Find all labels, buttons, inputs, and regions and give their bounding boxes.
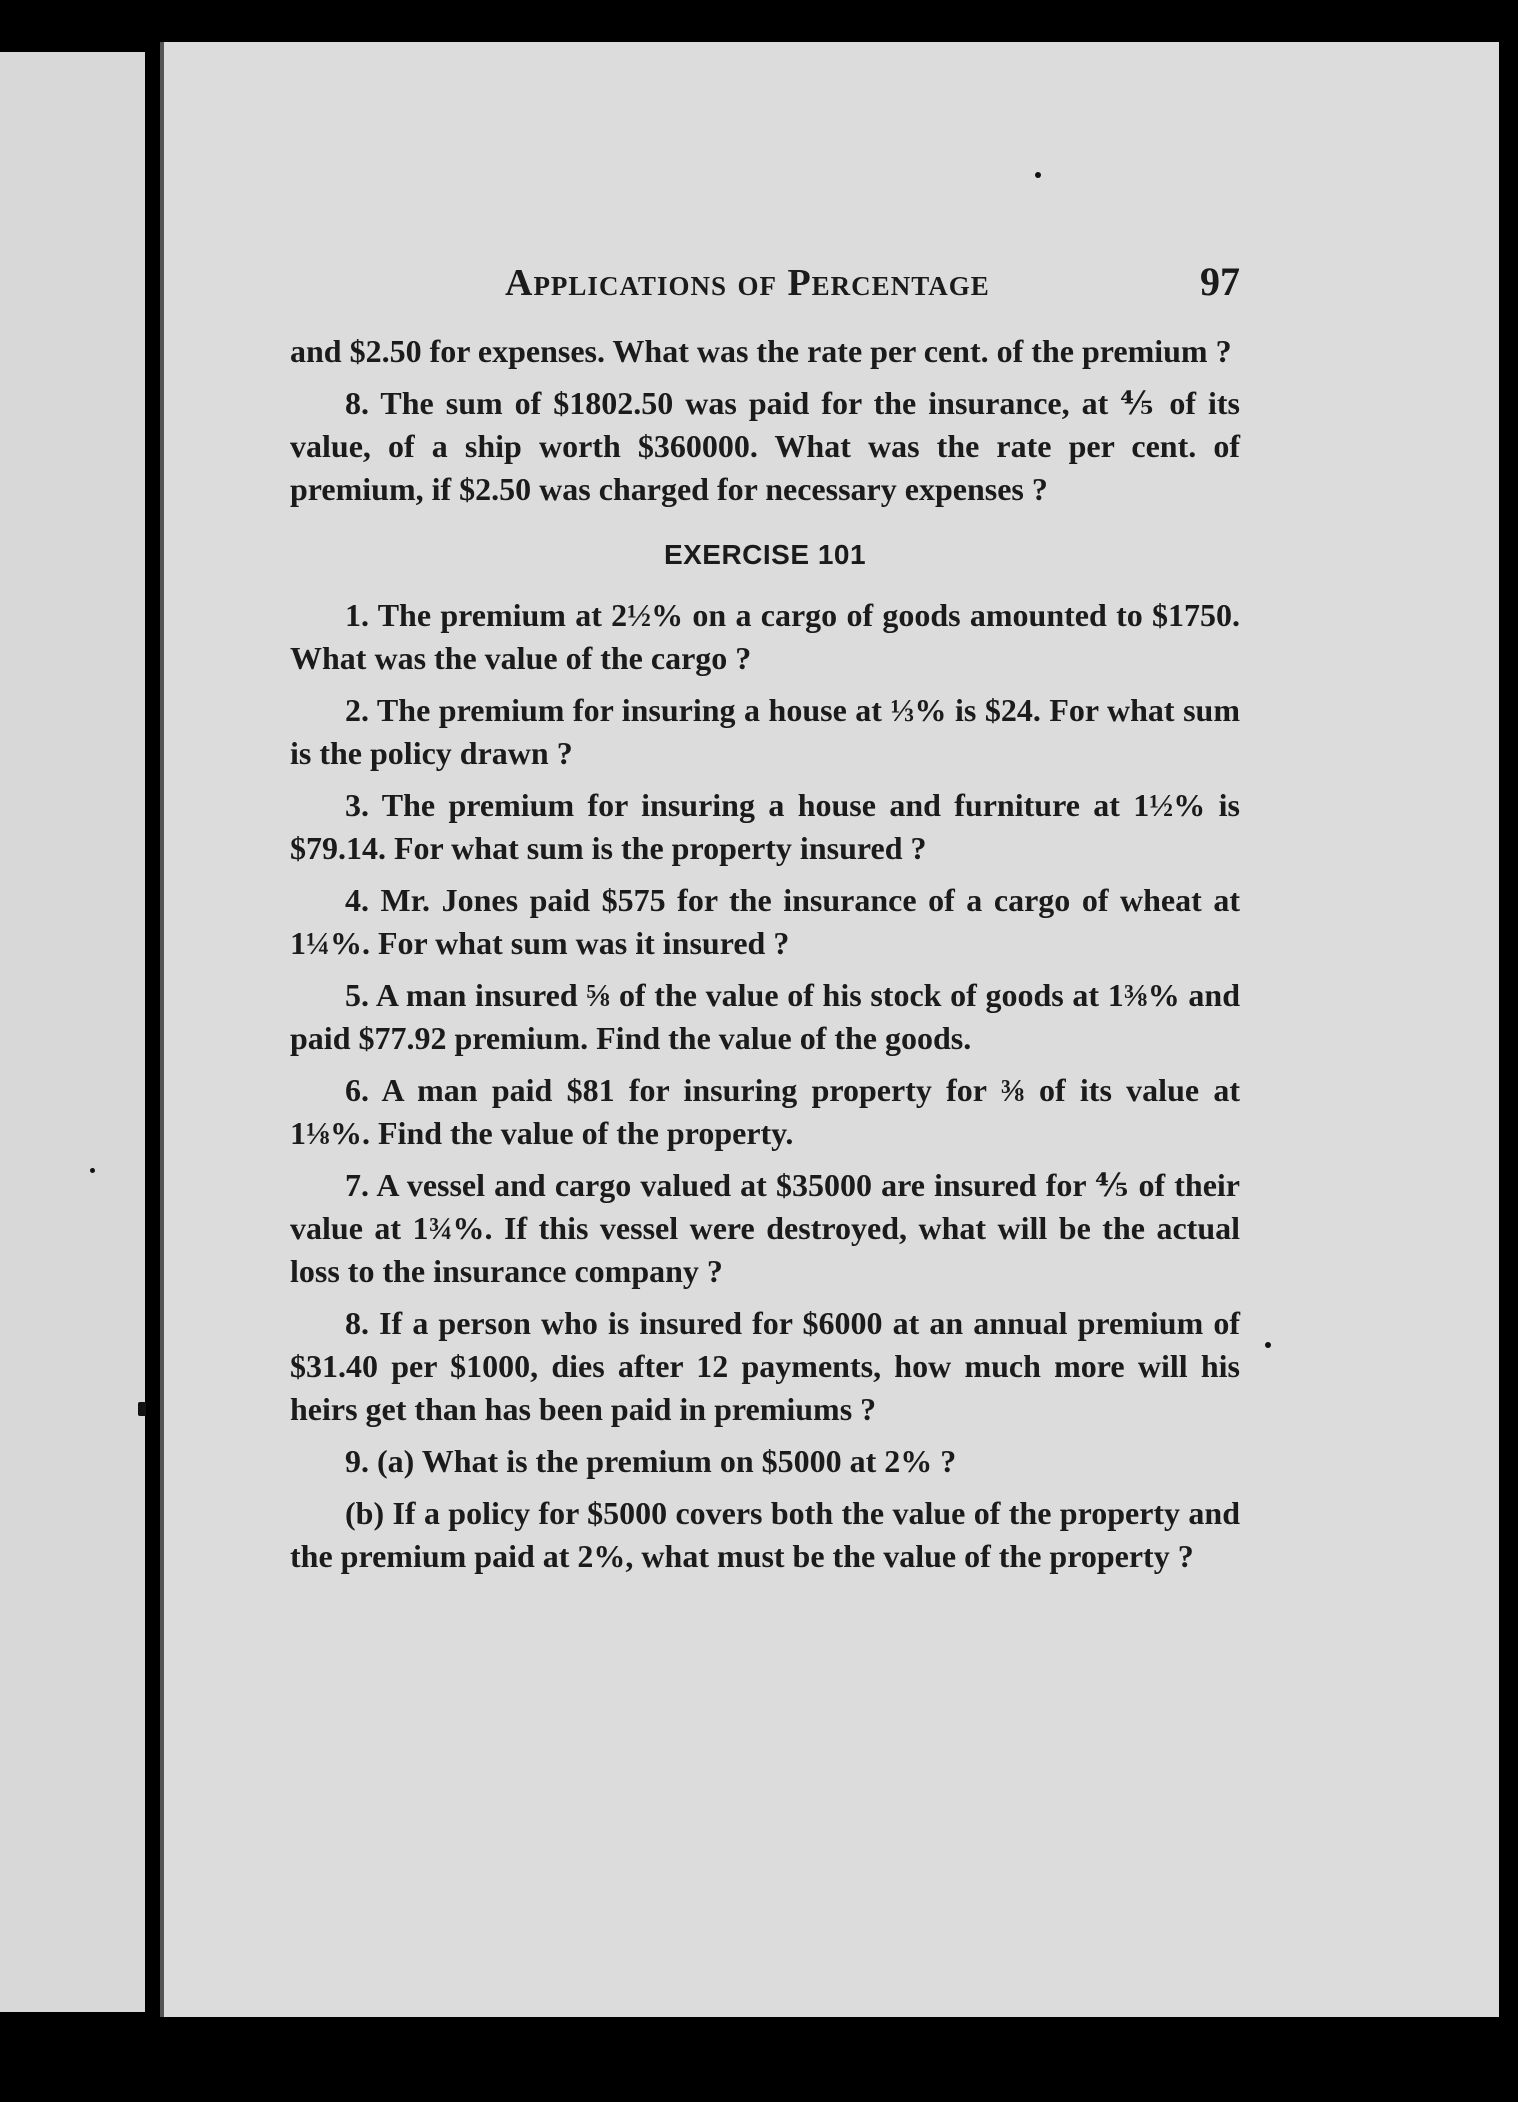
running-head bbox=[505, 258, 1240, 308]
problem-5: 5. A man insured ⅝ of the value of his stock of goods at 1⅜% and paid $77.92 premium. Find the value of the goods. bbox=[290, 977, 1240, 1056]
problem-3: 3. The premium for insuring a house and furniture at 1½% is $79.14. For what sum is the property insured ? bbox=[290, 787, 1240, 866]
page-number: 97 bbox=[1200, 259, 1240, 304]
running-title: Applications of Percentage bbox=[505, 262, 990, 304]
problem-7: 7. A vessel and cargo valued at $35000 are insured for ⅘ of their value at 1¾%. If this vessel were destroyed, what will be the actual loss to the insurance company ? bbox=[290, 1167, 1240, 1289]
problem-2: 2. The premium for insuring a house at ⅓% is $24. For what sum is the policy drawn ? bbox=[290, 692, 1240, 771]
scan-speck bbox=[1265, 1342, 1271, 1348]
exercise-heading: EXERCISE 101 bbox=[663, 539, 867, 570]
problem-4: 4. Mr. Jones paid $575 for the insurance of a cargo of wheat at 1¼%. For what sum was it insured ? bbox=[290, 882, 1240, 961]
scan-speck bbox=[90, 1168, 95, 1173]
problem-8-previous: 8. The sum of $1802.50 was paid for the insurance, at ⅘ of its value, of a ship worth $360000. What was the rate per cent. of premium, if $2.50 was charged for necessary expenses ? bbox=[290, 385, 1240, 507]
problem-6: 6. A man paid $81 for insuring property for ⅜ of its value at 1⅛%. Find the value of the property. bbox=[290, 1072, 1240, 1151]
continuation-text: and $2.50 for expenses. What was the rate per cent. of the premium ? bbox=[290, 333, 1232, 369]
facing-page-edge bbox=[0, 52, 145, 2012]
problem-8: 8. If a person who is insured for $6000 at an annual premium of $31.40 per $1000, dies after 12 payments, how much more will his heirs get than has been paid in premiums ? bbox=[290, 1305, 1240, 1427]
page-content bbox=[290, 330, 1240, 1587]
scan-speck bbox=[1035, 172, 1041, 178]
problem-9a: 9. (a) What is the premium on $5000 at 2% ? bbox=[345, 1443, 957, 1479]
problem-1: 1. The premium at 2½% on a cargo of goods amounted to $1750. What was the value of the cargo ? bbox=[290, 597, 1240, 676]
problem-9b: (b) If a policy for $5000 covers both the value of the property and the premium paid at 2%, what must be the value of the property ? bbox=[290, 1495, 1240, 1574]
scan-speck bbox=[138, 1402, 146, 1416]
